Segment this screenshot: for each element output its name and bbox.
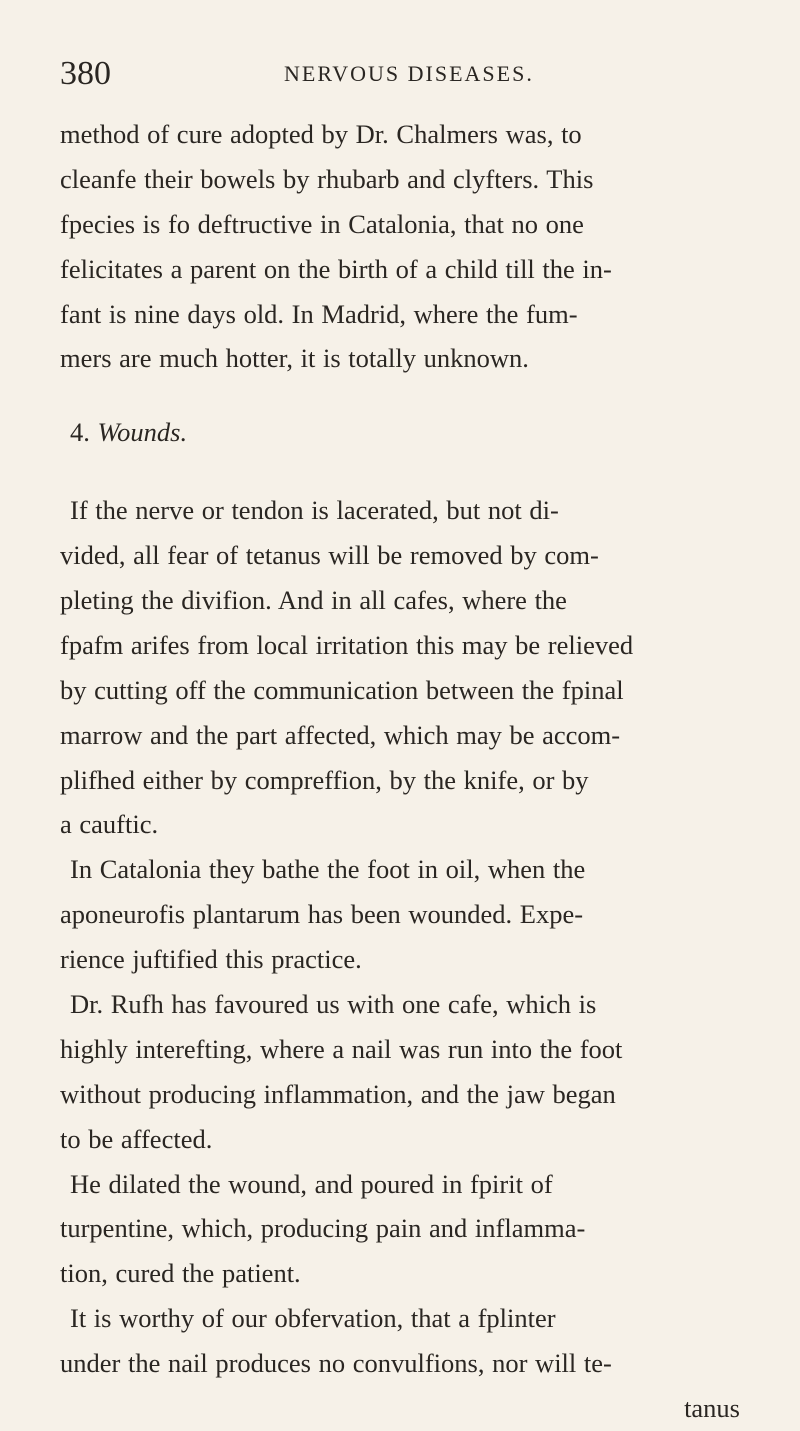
paragraph-2	[60, 488, 740, 847]
paragraph-6	[60, 1296, 740, 1386]
catchword: tanus	[684, 1393, 740, 1424]
text-line: marrow and the part affected, which may be accom-	[60, 719, 621, 750]
text-line: fpecies is fo deftructive in Catalonia, that no one	[60, 208, 584, 239]
body-text	[60, 112, 740, 1431]
text-line: cleanfe their bowels by rhubarb and clyfters. This	[60, 163, 594, 194]
text-line: In Catalonia they bathe the foot in oil, when the	[70, 854, 586, 885]
text-line: plifhed either by compreffion, by the knife, or by	[60, 764, 589, 795]
text-line: rience juftified this practice.	[60, 944, 362, 975]
text-line: Dr. Rufh has favoured us with one cafe, which is	[70, 989, 597, 1020]
text-line: fant is nine days old. In Madrid, where the fum-	[60, 298, 578, 329]
section-title: Wounds.	[97, 417, 188, 448]
running-title: NERVOUS DISEASES.	[284, 61, 534, 86]
text-line: tion, cured the patient.	[60, 1258, 301, 1289]
text-line: He dilated the wound, and poured in fpirit of	[70, 1168, 553, 1199]
text-line: fpafm arifes from local irritation this may be relieved	[60, 629, 634, 660]
text-line: felicitates a parent on the birth of a child till the in-	[60, 253, 612, 284]
text-line: aponeurofis plantarum has been wounded. Expe-	[60, 899, 584, 930]
paragraph-3	[60, 847, 740, 982]
paragraph-1	[60, 112, 740, 381]
text-line: turpentine, which, producing pain and inflamma-	[60, 1213, 586, 1244]
text-line: mers are much hotter, it is totally unknown.	[60, 343, 529, 374]
text-line: It is worthy of our obfervation, that a fplinter	[70, 1303, 556, 1334]
text-line: without producing inflammation, and the jaw began	[60, 1078, 616, 1109]
section-heading	[60, 410, 740, 455]
text-line: highly interefting, where a nail was run into the foot	[60, 1033, 623, 1064]
text-line: under the nail produces no convulfions, nor will te-	[60, 1348, 612, 1379]
text-line: pleting the divifion. And in all cafes, where the	[60, 585, 567, 616]
text-line: vided, all fear of tetanus will be removed by com-	[60, 540, 599, 571]
text-line: If the nerve or tendon is lacerated, but not di-	[70, 495, 559, 526]
text-line: a cauftic.	[60, 809, 159, 840]
paragraph-4	[60, 982, 740, 1162]
running-head	[60, 50, 740, 98]
text-line: method of cure adopted by Dr. Chalmers was, to	[60, 119, 582, 149]
section-number: 4.	[70, 417, 90, 448]
text-line: by cutting off the communication between the fpinal	[60, 674, 624, 705]
page-number: 380	[60, 55, 111, 92]
paragraph-5	[60, 1162, 740, 1297]
text-line: to be affected.	[60, 1123, 213, 1154]
